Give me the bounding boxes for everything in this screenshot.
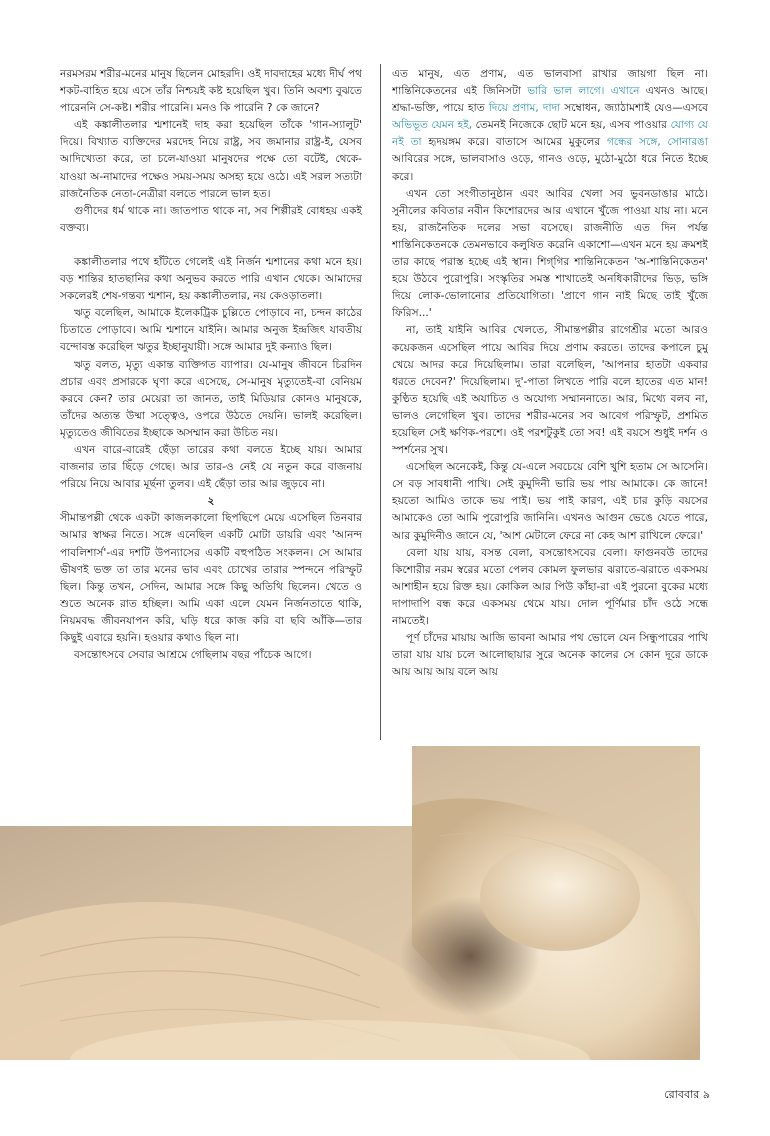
paragraph: কঙ্কালীতলার পথে হাঁটতে গেলেই এই নির্জন শ্মশানের কথা মনে হয়। বড় শান্তির হাতছানির কথা অনুভব করতে পারি এখান থেকে। আমাদের সকলেরই শেষ-গন্তব্য শ্মশান, হয় কঙ্কালীতলার, নয় কেওড়াতলা।: [60, 255, 362, 303]
highlighted-text: যোগ্য যে নই তা: [392, 119, 708, 149]
highlighted-text: দিয়ে প্রণাম, দাদা: [488, 102, 561, 115]
left-column: [60, 66, 362, 804]
text-run: এখনও আছে। শ্রদ্ধা-ভক্তি, পায়ে হাত: [392, 85, 708, 115]
photo-graphic: [0, 746, 700, 1060]
highlighted-text: গন্ধের সঙ্গে, সোনারঙা: [606, 136, 708, 149]
paragraph: না, তাই যাইনি আবির খেলতে, সীমান্তপল্লীর রাগেশ্রীর মতো আরও কয়েকজন এসেছিল পায়ে আবির দিয়ে প্রণাম করতে। তাদের কপালে চুমু খেয়ে আদর করে দিয়েছিলাম। তারা বলেছিল, 'আপনার হাতটা একবার ধরতে দেবেন?' দিয়েছিলাম। দু'-পাতা লিখতে পারি বলে হাতের এত মান! কুণ্ঠিত হয়েছি এই অযাচিত ও অযোগ্য সম্মাননাতে। আর, মিথ্যে বলব না, ভালও লেগেছিল খুব। তাদের শরীর-মনের সব আবেগ পরিস্ফুট, প্রশমিত হয়েছিল সেই ক্ষণিক-পরশে। ওই পরশটুকুই তো সব! এই বয়সে শুধুই দর্শন ও স্পর্শনের সুখ।: [392, 324, 708, 457]
paragraph: [392, 66, 708, 186]
closeup-photo: [0, 746, 700, 1060]
highlighted-text: অভিভূত যেমন হই,: [392, 119, 473, 132]
paragraph: এখন তো সংগীতানুষ্ঠান এবং আবির খেলা সব ভুবনডাঙার মাঠে। সুনীলের কবিতার নবীন কিশোরদের আর এখানে খুঁজে পাওয়া যায় না। মনে হয়, রাজনৈতিক দলের সভা বসেছে। রাজনীতি এত দিন পর্যন্ত শান্তিনিকেতনকে তেমনভাবে কলুষিত করেনি একাশো—এখন মনে হয় ক্রমশই তার কাছে পরাস্ত হচ্ছে এই স্থান। শিগ্‌গির শান্তিনিকেতন 'অ-শান্তিনিকেতন' হয়ে উঠবে পুরোপুরি। সংস্কৃতির সমস্ত শাখাতেই অনধিকারীদের ভিড়, ভঙ্গি দিয়ে লোক-ভোলানোর প্রতিযোগিতা। 'প্রাণে গান নাই মিছে তাই খুঁজে ফিরিস...': [392, 187, 708, 320]
paragraph: নরমসরম শরীর-মনের মানুষ ছিলেন মোহরদি। ওই দাবদাহের মধ্যে দীর্ঘ পথ শকট-বাহিত হয়ে এসে তাঁর নিশ্চয়ই কষ্ট হয়েছিল খুব। তিনি অবশ্য বুঝতে পারেননি সে-কষ্ট। শরীর পারেনি। মনও কি পারেনি ? কে জানে?: [60, 68, 362, 115]
text-run: তেমনই নিজেকে ছোট মনে হয়, এসব পাওয়ার: [472, 119, 671, 132]
text-run: আবিরের সঙ্গে, ভালবাসাও ওড়ে, গানও ওড়ে, মুঠো-মুঠো ধরে নিতে ইচ্ছে করে।: [392, 153, 708, 183]
paragraph: ঋতু বলত, মৃত্যু একান্ত ব্যক্তিগত ব্যাপার। যে-মানুষ জীবনে চিরদিন প্রচার এবং প্রসারকে ঘৃণা করে এসেছে, সে-মানুষ মৃত্যুতেই-বা বেনিয়ম করবে কেন? তার মেয়েরা তা জানত, তাই মিডিয়ার কোনও মানুষকে, তাঁদের অত্যন্ত উষ্মা সত্ত্বেও, ওপরে উঠতে দেয়নি। ভালই করেছিল। মৃত্যুতেও জীবিতের ইচ্ছাকে অসম্মান করা উচিত নয়।: [60, 358, 362, 439]
right-column: [392, 66, 708, 742]
page-number: ৯: [702, 1088, 710, 1101]
paragraph: গুণীদের ধর্ম থাকে না। জাতপাত থাকে না, সব শিল্পীরই বোধহয় একই বক্তব্য।: [60, 204, 362, 234]
text-run: হৃদয়ঙ্গম করে। বাতাসে আমের মুকুলের: [421, 136, 607, 149]
paragraph: এখন বারে-বারেই ছেঁড়া তারের কথা বলতে ইচ্ছে যায়। আমার বাজনার তার ছিঁড়ে গেছে। আর তার-ও নেই যে নতুন করে বাজনায় পরিয়ে নিয়ে আবার মূর্ছনা তুলব। এই ছেঁড়া তার আর জুড়বে না।: [60, 443, 362, 491]
paragraph: বেলা যায় যায়, বসন্ত বেলা, বসন্তোৎসবের বেলা। ফাগুনবউ তাদের কিশোরীর নরম স্বরের মতো পেলব কোমল ফুলভার ঝরাতে-ঝরাতে একসময় আশাহীন হয়ে রিক্ত হয়। কোকিল আর পিউ কাঁহা-রা এই পুরনো বুকের মধ্যে দাপাদাপি বন্ধ করে একসময় থেমে যায়। দোল পূর্ণিমার চাঁদ ওঠে সন্ধে নামতেই।: [392, 546, 708, 627]
paragraph: বসন্তোৎসবে সেবার আশ্রমে গেছিলাম বছর পাঁচেক আগে।: [74, 649, 312, 662]
paragraph: সীমান্তপল্লী থেকে একটা কাজলকালো ছিপছিপে মেয়ে এসেছিল তিনবার আমার স্বাক্ষর নিতে। সঙ্গে এনেছিল একটি মোটা ডায়রি এবং 'আনন্দ পাবলিশার্স'-এর দশটি উপন্যাসের একটি বহুপঠিত সংকলন। সে আমার ভীষণই ভক্ত তা তার মনের ভাব এবং চোখের তারার স্পন্দনে পরিস্ফুট ছিল। কিন্তু তখন, সেদিন, আমার সঙ্গে কিছু অতিথি ছিলেন। খেতে ও শুতে অনেক রাত হচ্ছিল। আমি একা এলে যেমন নির্জনতাতে থাকি, নিয়মবদ্ধ জীবনযাপন করি, ঘড়ি ধরে কাজ করি বা ছবি আঁকি—তার কিছুই এবারে হয়নি। হওয়ার কথাও ছিল না।: [60, 512, 362, 644]
paragraph: এই কঙ্কালীতলার শ্মশানেই দাহ করা হয়েছিল তাঁকে 'গান-স্যালুট' দিয়ে। বিখ্যাত ব্যক্তিদের মরদেহ নিয়ে রাষ্ট্র, সব জমানার রাষ্ট্র-ই, যেসব আদিখ্যেতা করে, তা চলে-যাওয়া মানুষদের পক্ষে তো বটেই, থেকে-যাওয়া অ-নামাদের পক্ষেও সময়-সময় অসহ্য হয়ে ওঠে। এই সরল সত্যটা রাজনৈতিক নেতা-নেত্রীরা বলতে পারলে ভাল হত।: [60, 119, 362, 200]
page-footer: [640, 1086, 710, 1105]
text-run: সম্বোধন, জ্যাঠামশাই যেও—এসবে: [560, 102, 708, 115]
paragraph: পূর্ণ চাঁদের মায়ায় আজি ভাবনা আমার পথ ভোলে যেন সিন্ধুপারের পাখি তারা যায় যায় চলে আলোছায়ার সুরে অনেক কালের সে কোন দূরে ডাকে আয় আয় আয় বলে আয়: [392, 632, 708, 679]
section-number: ২: [207, 495, 215, 508]
column-divider: [380, 64, 381, 740]
text-run: এত মানুষ, এত প্রণাম, এত ভালবাসা রাখার জায়গা ছিল না। শান্তিনিকেতনের এই জিনিসটা: [392, 68, 708, 98]
highlighted-text: ভারি ভাল লাগে। এখানে: [527, 85, 640, 98]
paragraph: এসেছিল অনেকেই, কিন্তু যে-এলে সবচেয়ে বেশি খুশি হতাম সে আসেনি। সে বড় সাবধানী পাখি। সেই কুমুদিনী ভারি ভয় পায় আমাকে। কে জানে! হয়তো আমিও তাকে ভয় পাই। ভয় পাই কারণ, এই চার কুড়ি বয়সের আমাকেও তো আমি পুরোপুরি জানিনি। এখনও আগুন ভেঙে যেতে পারে, আর কুমুদিনীও জানে যে, 'আশ মেটালে ফেরে না কেহ আশ রাখিলে ফেরে।': [392, 461, 708, 542]
paragraph: ঋতু বলেছিল, আমাকে ইলেকট্রিক চুল্লিতে পোড়াবে না, চন্দন কাঠের চিতাতে পোড়াবে। আমি শ্মশানে যাইনি। আমার অনুজ ইন্দ্রজিৎ যাবতীয় বন্দোবস্ত করেছিল ঋতুর ইচ্ছানুযায়ী। সঙ্গে আমার দুই কন্যাও ছিল।: [60, 307, 362, 354]
magazine-name: রোববার: [664, 1088, 700, 1101]
